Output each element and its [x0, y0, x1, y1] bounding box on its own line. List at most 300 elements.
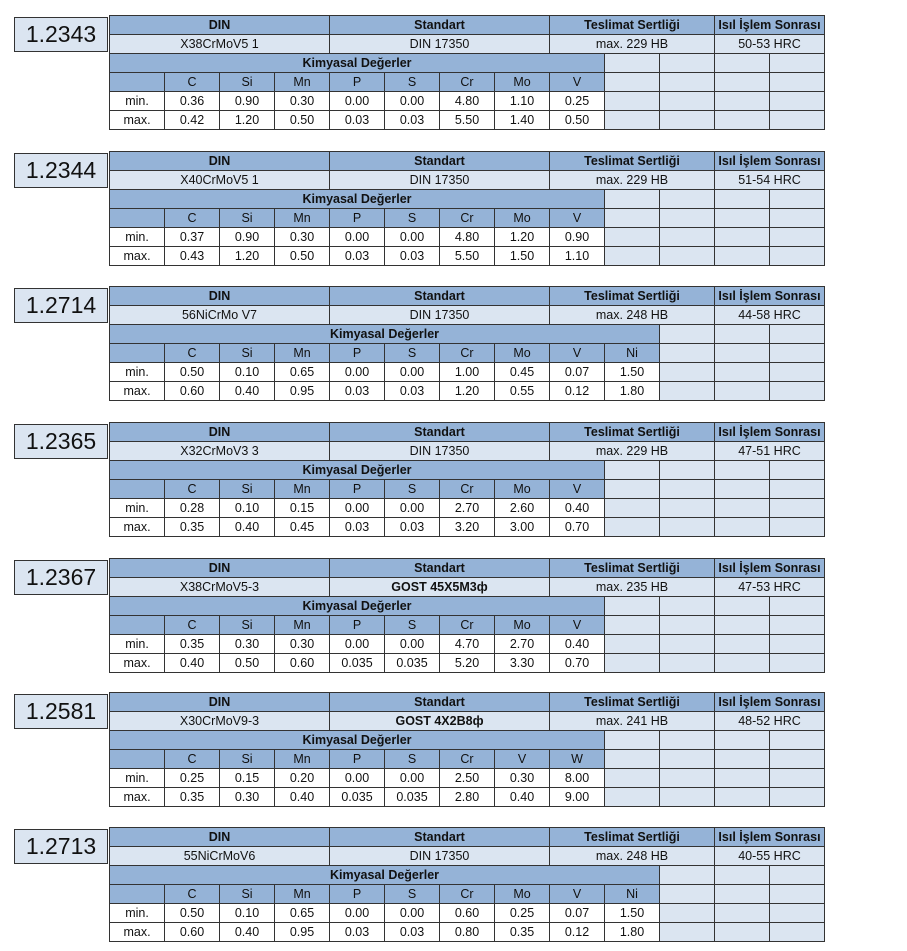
standard-value: DIN 17350 — [330, 442, 550, 461]
element-v-header: V — [550, 885, 605, 904]
empty-cell — [715, 518, 770, 537]
spec-table — [109, 15, 825, 130]
din-value: X30CrMoV9-3 — [110, 712, 330, 731]
element-ni-header: Ni — [605, 885, 660, 904]
empty-cell — [715, 635, 770, 654]
chemical-title-row — [110, 461, 825, 480]
max-s-value: 0.03 — [385, 382, 440, 401]
element-s-header: S — [385, 616, 440, 635]
empty-cell — [770, 904, 825, 923]
grade-number: 1.2367 — [14, 560, 108, 595]
empty-cell — [660, 750, 715, 769]
min-cr-value: 0.60 — [440, 904, 495, 923]
element-mo-header: Mo — [495, 480, 550, 499]
max-mo-value: 1.50 — [495, 247, 550, 266]
element-mo-header: Mo — [495, 344, 550, 363]
heat-treatment-header: Isıl İşlem Sonrası — [715, 828, 825, 847]
empty-cell — [660, 904, 715, 923]
min-mo-value: 2.60 — [495, 499, 550, 518]
heat-treatment-value: 40-55 HRC — [715, 847, 825, 866]
empty-cell — [715, 54, 770, 73]
element-mn-header: Mn — [275, 480, 330, 499]
empty-cell — [605, 788, 660, 807]
max-s-value: 0.03 — [385, 518, 440, 537]
element-si-header: Si — [220, 344, 275, 363]
spec-table — [109, 827, 825, 942]
empty-cell — [715, 597, 770, 616]
min-p-value: 0.00 — [330, 904, 385, 923]
din-value: 55NiCrMoV6 — [110, 847, 330, 866]
empty-cell — [660, 654, 715, 673]
min-cr-value: 2.50 — [440, 769, 495, 788]
element-v-header: V — [550, 344, 605, 363]
min-row — [110, 635, 825, 654]
min-c-value: 0.25 — [165, 769, 220, 788]
empty-cell — [605, 209, 660, 228]
element-v-header: V — [495, 750, 550, 769]
element-mn-header: Mn — [275, 73, 330, 92]
max-mo-value: 3.30 — [495, 654, 550, 673]
max-label: max. — [110, 788, 165, 807]
element-corner — [110, 750, 165, 769]
chemical-title: Kimyasal Değerler — [110, 54, 605, 73]
element-s-header: S — [385, 209, 440, 228]
max-row — [110, 923, 825, 942]
empty-cell — [605, 731, 660, 750]
element-cr-header: Cr — [440, 344, 495, 363]
max-row — [110, 382, 825, 401]
max-v-value: 0.70 — [550, 518, 605, 537]
empty-cell — [715, 190, 770, 209]
min-si-value: 0.10 — [220, 499, 275, 518]
min-si-value: 0.90 — [220, 92, 275, 111]
header-row — [110, 287, 825, 306]
max-mn-value: 0.50 — [275, 111, 330, 130]
element-c-header: C — [165, 885, 220, 904]
max-si-value: 0.40 — [220, 518, 275, 537]
chemical-title: Kimyasal Değerler — [110, 731, 605, 750]
min-cr-value: 4.70 — [440, 635, 495, 654]
din-header: DIN — [110, 287, 330, 306]
heat-treatment-header: Isıl İşlem Sonrası — [715, 423, 825, 442]
chemical-title-row — [110, 54, 825, 73]
max-v-value: 1.10 — [550, 247, 605, 266]
max-c-value: 0.60 — [165, 923, 220, 942]
empty-cell — [715, 247, 770, 266]
delivery-hardness-header: Teslimat Sertliği — [550, 423, 715, 442]
element-v-header: V — [550, 480, 605, 499]
din-value: X38CrMoV5-3 — [110, 578, 330, 597]
header-row — [110, 152, 825, 171]
max-v-value: 0.12 — [550, 923, 605, 942]
min-mn-value: 0.30 — [275, 92, 330, 111]
element-s-header: S — [385, 480, 440, 499]
grade-number: 1.2365 — [14, 424, 108, 459]
min-s-value: 0.00 — [385, 769, 440, 788]
chemical-title: Kimyasal Değerler — [110, 597, 605, 616]
min-v-value: 0.25 — [550, 92, 605, 111]
element-cr-header: Cr — [440, 480, 495, 499]
max-mn-value: 0.45 — [275, 518, 330, 537]
max-si-value: 0.30 — [220, 788, 275, 807]
min-c-value: 0.50 — [165, 363, 220, 382]
empty-cell — [770, 92, 825, 111]
max-p-value: 0.03 — [330, 382, 385, 401]
empty-cell — [605, 73, 660, 92]
max-mn-value: 0.60 — [275, 654, 330, 673]
min-v-value: 0.90 — [550, 228, 605, 247]
value-row — [110, 712, 825, 731]
empty-cell — [660, 247, 715, 266]
delivery-hardness-header: Teslimat Sertliği — [550, 828, 715, 847]
element-si-header: Si — [220, 209, 275, 228]
empty-cell — [605, 499, 660, 518]
max-label: max. — [110, 923, 165, 942]
empty-cell — [770, 731, 825, 750]
max-cr-value: 5.50 — [440, 247, 495, 266]
grade-block — [0, 148, 907, 270]
empty-cell — [660, 73, 715, 92]
min-v-value: 0.07 — [550, 904, 605, 923]
max-mo-value: 0.35 — [495, 923, 550, 942]
min-row — [110, 904, 825, 923]
standard-value: DIN 17350 — [330, 306, 550, 325]
max-cr-value: 0.80 — [440, 923, 495, 942]
empty-cell — [770, 461, 825, 480]
chemical-title-row — [110, 866, 825, 885]
element-corner — [110, 73, 165, 92]
element-p-header: P — [330, 73, 385, 92]
min-mo-value: 1.20 — [495, 228, 550, 247]
element-p-header: P — [330, 885, 385, 904]
element-row — [110, 885, 825, 904]
max-p-value: 0.035 — [330, 788, 385, 807]
element-p-header: P — [330, 750, 385, 769]
empty-cell — [605, 597, 660, 616]
header-row — [110, 423, 825, 442]
element-s-header: S — [385, 885, 440, 904]
max-cr-value: 1.20 — [440, 382, 495, 401]
max-mo-value: 0.55 — [495, 382, 550, 401]
max-p-value: 0.035 — [330, 654, 385, 673]
min-si-value: 0.90 — [220, 228, 275, 247]
element-corner — [110, 480, 165, 499]
header-row — [110, 828, 825, 847]
min-p-value: 0.00 — [330, 769, 385, 788]
spec-table — [109, 692, 825, 807]
value-row — [110, 578, 825, 597]
min-label: min. — [110, 228, 165, 247]
empty-cell — [660, 597, 715, 616]
element-row — [110, 750, 825, 769]
element-mn-header: Mn — [275, 616, 330, 635]
max-c-value: 0.35 — [165, 788, 220, 807]
min-p-value: 0.00 — [330, 92, 385, 111]
max-cr-value: 3.20 — [440, 518, 495, 537]
empty-cell — [770, 363, 825, 382]
element-mo-header: Mo — [495, 616, 550, 635]
empty-cell — [715, 344, 770, 363]
standard-header: Standart — [330, 559, 550, 578]
grade-block — [0, 419, 907, 541]
min-label: min. — [110, 635, 165, 654]
element-corner — [110, 344, 165, 363]
min-p-value: 0.00 — [330, 228, 385, 247]
heat-treatment-value: 50-53 HRC — [715, 35, 825, 54]
grade-block — [0, 824, 907, 946]
max-ni-value: 1.80 — [605, 382, 660, 401]
min-mn-value: 0.30 — [275, 228, 330, 247]
empty-cell — [660, 769, 715, 788]
empty-cell — [605, 461, 660, 480]
empty-cell — [660, 731, 715, 750]
din-header: DIN — [110, 693, 330, 712]
empty-cell — [715, 382, 770, 401]
max-c-value: 0.60 — [165, 382, 220, 401]
max-v-value: 0.12 — [550, 382, 605, 401]
empty-cell — [715, 92, 770, 111]
empty-cell — [770, 111, 825, 130]
min-label: min. — [110, 363, 165, 382]
empty-cell — [770, 635, 825, 654]
empty-cell — [770, 344, 825, 363]
empty-cell — [660, 344, 715, 363]
min-si-value: 0.10 — [220, 363, 275, 382]
empty-cell — [605, 480, 660, 499]
chemical-title: Kimyasal Değerler — [110, 190, 605, 209]
heat-treatment-value: 44-58 HRC — [715, 306, 825, 325]
empty-cell — [605, 92, 660, 111]
min-s-value: 0.00 — [385, 499, 440, 518]
empty-cell — [605, 654, 660, 673]
standard-header: Standart — [330, 287, 550, 306]
empty-cell — [660, 92, 715, 111]
min-c-value: 0.50 — [165, 904, 220, 923]
heat-treatment-header: Isıl İşlem Sonrası — [715, 16, 825, 35]
empty-cell — [770, 788, 825, 807]
min-s-value: 0.00 — [385, 904, 440, 923]
delivery-hardness-header: Teslimat Sertliği — [550, 152, 715, 171]
empty-cell — [770, 885, 825, 904]
header-row — [110, 693, 825, 712]
max-row — [110, 654, 825, 673]
element-ni-header: Ni — [605, 344, 660, 363]
empty-cell — [715, 885, 770, 904]
empty-cell — [660, 923, 715, 942]
max-p-value: 0.03 — [330, 518, 385, 537]
value-row — [110, 306, 825, 325]
element-mo-header: Mo — [495, 73, 550, 92]
empty-cell — [715, 731, 770, 750]
element-cr-header: Cr — [440, 616, 495, 635]
delivery-hardness-value: max. 229 HB — [550, 171, 715, 190]
empty-cell — [660, 616, 715, 635]
max-p-value: 0.03 — [330, 923, 385, 942]
empty-cell — [605, 228, 660, 247]
header-row — [110, 559, 825, 578]
empty-cell — [715, 866, 770, 885]
max-c-value: 0.40 — [165, 654, 220, 673]
min-v-value: 0.30 — [495, 769, 550, 788]
max-row — [110, 247, 825, 266]
empty-cell — [660, 190, 715, 209]
max-si-value: 1.20 — [220, 247, 275, 266]
element-p-header: P — [330, 616, 385, 635]
delivery-hardness-value: max. 229 HB — [550, 442, 715, 461]
element-c-header: C — [165, 209, 220, 228]
empty-cell — [715, 769, 770, 788]
min-ni-value: 1.50 — [605, 363, 660, 382]
max-s-value: 0.035 — [385, 788, 440, 807]
element-c-header: C — [165, 616, 220, 635]
empty-cell — [770, 597, 825, 616]
empty-cell — [715, 654, 770, 673]
empty-cell — [770, 518, 825, 537]
max-mo-value: 3.00 — [495, 518, 550, 537]
empty-cell — [660, 635, 715, 654]
grade-number: 1.2343 — [14, 17, 108, 52]
min-row — [110, 92, 825, 111]
max-label: max. — [110, 654, 165, 673]
grade-block — [0, 12, 907, 134]
min-mn-value: 0.65 — [275, 904, 330, 923]
empty-cell — [605, 518, 660, 537]
element-cr-header: Cr — [440, 73, 495, 92]
max-mn-value: 0.95 — [275, 382, 330, 401]
min-cr-value: 1.00 — [440, 363, 495, 382]
min-c-value: 0.28 — [165, 499, 220, 518]
element-row — [110, 73, 825, 92]
element-corner — [110, 209, 165, 228]
value-row — [110, 35, 825, 54]
element-c-header: C — [165, 73, 220, 92]
min-mo-value: 1.10 — [495, 92, 550, 111]
empty-cell — [770, 616, 825, 635]
max-mn-value: 0.50 — [275, 247, 330, 266]
grade-number: 1.2581 — [14, 694, 108, 729]
min-label: min. — [110, 769, 165, 788]
element-mo-header: Mo — [495, 885, 550, 904]
max-mn-value: 0.95 — [275, 923, 330, 942]
din-value: 56NiCrMo V7 — [110, 306, 330, 325]
min-w-value: 8.00 — [550, 769, 605, 788]
max-c-value: 0.42 — [165, 111, 220, 130]
element-c-header: C — [165, 750, 220, 769]
element-mn-header: Mn — [275, 885, 330, 904]
min-mn-value: 0.30 — [275, 635, 330, 654]
delivery-hardness-value: max. 241 HB — [550, 712, 715, 731]
max-label: max. — [110, 111, 165, 130]
empty-cell — [715, 73, 770, 92]
max-cr-value: 5.50 — [440, 111, 495, 130]
delivery-hardness-value: max. 248 HB — [550, 847, 715, 866]
delivery-hardness-value: max. 248 HB — [550, 306, 715, 325]
min-mo-value: 0.45 — [495, 363, 550, 382]
max-v-value: 0.70 — [550, 654, 605, 673]
chemical-title: Kimyasal Değerler — [110, 866, 660, 885]
empty-cell — [715, 325, 770, 344]
din-header: DIN — [110, 16, 330, 35]
empty-cell — [660, 325, 715, 344]
element-corner — [110, 885, 165, 904]
min-s-value: 0.00 — [385, 228, 440, 247]
element-s-header: S — [385, 344, 440, 363]
element-mn-header: Mn — [275, 344, 330, 363]
grade-block — [0, 689, 907, 811]
empty-cell — [770, 382, 825, 401]
min-c-value: 0.36 — [165, 92, 220, 111]
empty-cell — [660, 54, 715, 73]
empty-cell — [605, 616, 660, 635]
empty-cell — [605, 769, 660, 788]
empty-cell — [770, 866, 825, 885]
max-v-value: 0.50 — [550, 111, 605, 130]
min-mo-value: 2.70 — [495, 635, 550, 654]
min-mn-value: 0.15 — [275, 499, 330, 518]
empty-cell — [660, 111, 715, 130]
min-p-value: 0.00 — [330, 499, 385, 518]
empty-cell — [770, 325, 825, 344]
max-s-value: 0.03 — [385, 923, 440, 942]
element-v-header: V — [550, 73, 605, 92]
standard-header: Standart — [330, 152, 550, 171]
empty-cell — [715, 750, 770, 769]
empty-cell — [660, 518, 715, 537]
empty-cell — [605, 111, 660, 130]
min-p-value: 0.00 — [330, 363, 385, 382]
delivery-hardness-value: max. 235 HB — [550, 578, 715, 597]
empty-cell — [715, 209, 770, 228]
element-corner — [110, 616, 165, 635]
empty-cell — [770, 480, 825, 499]
header-row — [110, 16, 825, 35]
element-cr-header: Cr — [440, 885, 495, 904]
heat-treatment-header: Isıl İşlem Sonrası — [715, 152, 825, 171]
max-row — [110, 518, 825, 537]
empty-cell — [770, 654, 825, 673]
grade-block — [0, 555, 907, 677]
empty-cell — [660, 382, 715, 401]
element-c-header: C — [165, 480, 220, 499]
chemical-title-row — [110, 597, 825, 616]
element-row — [110, 616, 825, 635]
din-value: X32CrMoV3 3 — [110, 442, 330, 461]
empty-cell — [715, 904, 770, 923]
element-p-header: P — [330, 344, 385, 363]
element-p-header: P — [330, 209, 385, 228]
element-s-header: S — [385, 750, 440, 769]
min-p-value: 0.00 — [330, 635, 385, 654]
element-si-header: Si — [220, 480, 275, 499]
empty-cell — [715, 480, 770, 499]
element-p-header: P — [330, 480, 385, 499]
heat-treatment-value: 48-52 HRC — [715, 712, 825, 731]
empty-cell — [770, 923, 825, 942]
min-v-value: 0.40 — [550, 499, 605, 518]
heat-treatment-value: 51-54 HRC — [715, 171, 825, 190]
empty-cell — [660, 480, 715, 499]
max-row — [110, 111, 825, 130]
element-v-header: V — [550, 616, 605, 635]
standard-value: DIN 17350 — [330, 35, 550, 54]
max-c-value: 0.35 — [165, 518, 220, 537]
min-cr-value: 2.70 — [440, 499, 495, 518]
min-mn-value: 0.20 — [275, 769, 330, 788]
delivery-hardness-header: Teslimat Sertliği — [550, 287, 715, 306]
min-v-value: 0.40 — [550, 635, 605, 654]
heat-treatment-value: 47-53 HRC — [715, 578, 825, 597]
value-row — [110, 847, 825, 866]
